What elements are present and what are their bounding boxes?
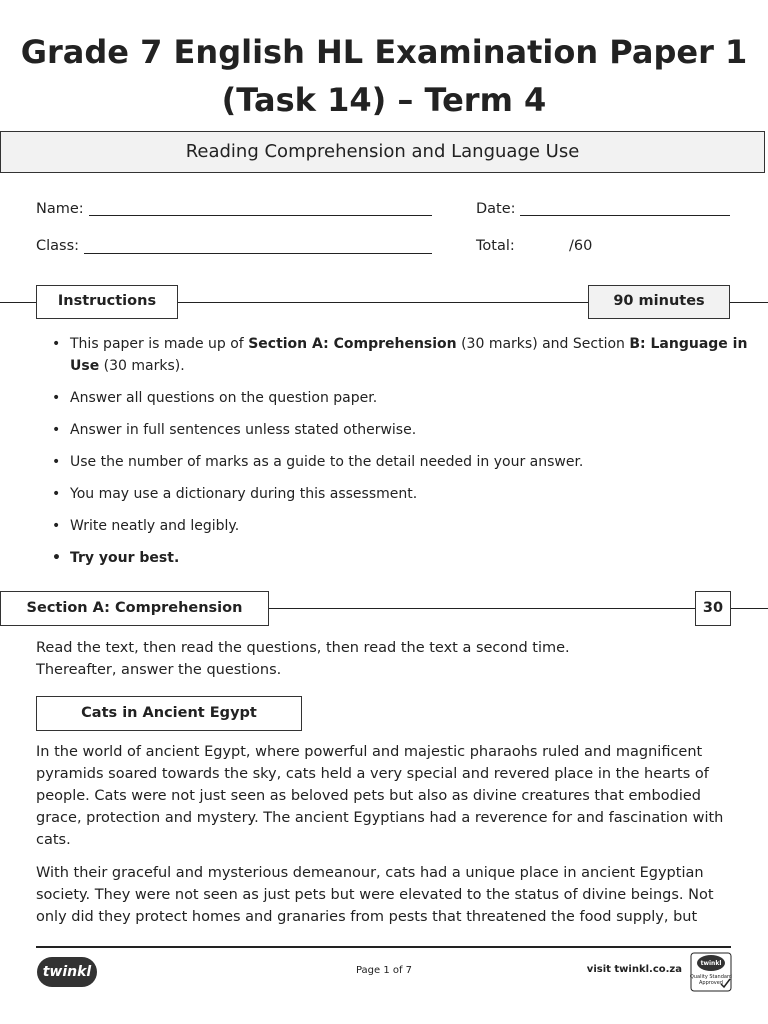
paper-title: [0, 28, 768, 124]
time-badge: 90 minutes: [588, 285, 730, 319]
section-a-intro: [36, 637, 736, 681]
date-label: Date:: [476, 201, 516, 217]
class-field[interactable]: [84, 253, 432, 254]
list-item: [52, 333, 752, 377]
name-field[interactable]: [89, 215, 432, 216]
total-value: /60: [569, 238, 593, 254]
quality-badge-icon: [690, 952, 732, 992]
badge-logo-text: twinkl: [700, 960, 722, 967]
instructions-list: [52, 333, 752, 579]
list-item: • Write neatly and legibly.: [52, 515, 752, 537]
instruction-text: This paper is made up of: [70, 336, 249, 352]
passage-paragraph-2: With their graceful and mysterious demeanour, cats had a unique place in ancient Egyptian society. They were not seen as just pets but were elevated to the status of divine beings. Not only did they protect homes and granaries from pests that threatened the food supply, but: [36, 865, 714, 925]
intro-line: Read the text, then read the questions, then read the text a second time.: [36, 640, 570, 656]
section-a-marks: 30: [695, 591, 731, 626]
paper-title-line2: (Task 14) – Term 4: [221, 81, 547, 119]
badge-line3: Approved: [699, 980, 723, 986]
instruction-text: (30 marks) and Section: [456, 336, 630, 352]
footer-divider: [36, 946, 731, 948]
list-item: • You may use a dictionary during this assessment.: [52, 483, 752, 505]
section-a-heading: Section A: Comprehension: [0, 591, 269, 626]
instructions-heading: Instructions: [36, 285, 178, 319]
class-label: Class:: [36, 238, 80, 254]
visit-link[interactable]: visit twinkl.co.za: [586, 964, 682, 975]
badge-line2: Quality Standard: [690, 974, 732, 980]
list-item: • Answer all questions on the question paper.: [52, 387, 752, 409]
paper-subtitle: Reading Comprehension and Language Use: [0, 131, 765, 173]
twinkl-logo: twinkl: [37, 957, 97, 987]
list-item: • Answer in full sentences unless stated otherwise.: [52, 419, 752, 441]
date-field[interactable]: [520, 215, 730, 216]
list-item: • Use the number of marks as a guide to the detail needed in your answer.: [52, 451, 752, 473]
instruction-text: (30 marks).: [99, 358, 185, 374]
instruction-bold: Section A: Comprehension: [248, 336, 457, 352]
text-title: Cats in Ancient Egypt: [36, 696, 302, 731]
paper-title-line1: Grade 7 English HL Examination Paper 1: [20, 33, 748, 71]
name-label: Name:: [36, 201, 84, 217]
intro-line: Thereafter, answer the questions.: [36, 662, 282, 678]
list-item: • Try your best.: [52, 547, 752, 569]
page-number: Page 1 of 7: [355, 965, 413, 976]
total-label: Total:: [476, 238, 515, 254]
instruction-bold: B: Language in Use: [70, 336, 748, 374]
passage-paragraph-1: In the world of ancient Egypt, where powerful and majestic pharaohs ruled and magnificent pyramids soared towards the sky, cats held a very special and revered place in the hearts of people. Cats were not just seen as beloved pets but also as divine creatures that embodied grace, protection and mystery. The ancient Egyptians had a reverence for and fascination with cats.: [36, 744, 724, 848]
